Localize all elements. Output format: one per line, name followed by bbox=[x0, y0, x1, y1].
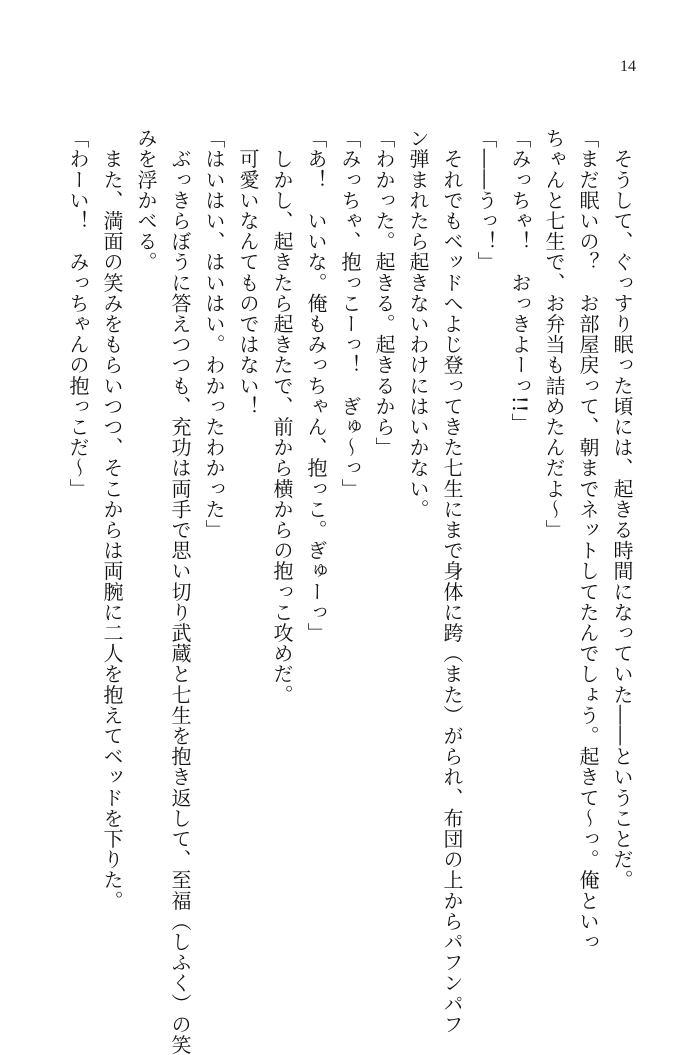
text-line: しかし、起きたら起きたで、前から横からの抱っこ攻めだ。 bbox=[270, 128, 294, 705]
text-line: そうして、ぐっすり眠った頃には、起きる時間になっていた――ということだ。 bbox=[610, 128, 634, 891]
text-line: みを浮かべる。 bbox=[134, 128, 158, 273]
text-line: 「まだ眠いの？ お部屋戻って、朝までネットしてたんでしょう。起きて～っ。俺といっ bbox=[576, 128, 600, 952]
page-number: 14 bbox=[620, 58, 636, 75]
text-line: 「あ！ いいな。俺もみっちゃん、抱っこ。ぎゅーっ」 bbox=[304, 128, 328, 643]
text-line: また、満面の笑みをもらいつつ、そこからは両腕に二人を抱えてベッドを下りた。 bbox=[100, 128, 124, 911]
text-line: 「はいはい、はいはい。わかったわかった」 bbox=[202, 128, 226, 540]
text-line: 「――うっ！」 bbox=[474, 128, 498, 273]
text-line: 「わーい！ みっちゃんの抱っこだ～」 bbox=[66, 128, 90, 499]
text-line: ぶっきらぼうに答えつつも、充功は両手で思い切り武蔵と七生を抱き返して、至福（しふく）の笑 bbox=[168, 128, 192, 1055]
text-line: 「みっちゃ、抱っこーっ！ ぎゅ～っ」 bbox=[338, 128, 362, 499]
text-line: ちゃんと七生で、お弁当も詰めたんだよ～」 bbox=[542, 128, 566, 540]
vertical-text-body bbox=[61, 128, 639, 1055]
text-line: 可愛いなんてものではない！ bbox=[236, 128, 260, 417]
text-line: それでもベッドへよじ登ってきた七生にまで身体に跨（また）がられ、布団の上からパフンパフ bbox=[440, 128, 464, 1035]
text-line: 「わかった。起きる。起きるから」 bbox=[372, 128, 396, 458]
text-line: 「みっちゃ！ おっきよーっ!!」 bbox=[508, 128, 532, 434]
text-line: ン弾まれたら起きないわけにはいかない。 bbox=[406, 128, 430, 520]
